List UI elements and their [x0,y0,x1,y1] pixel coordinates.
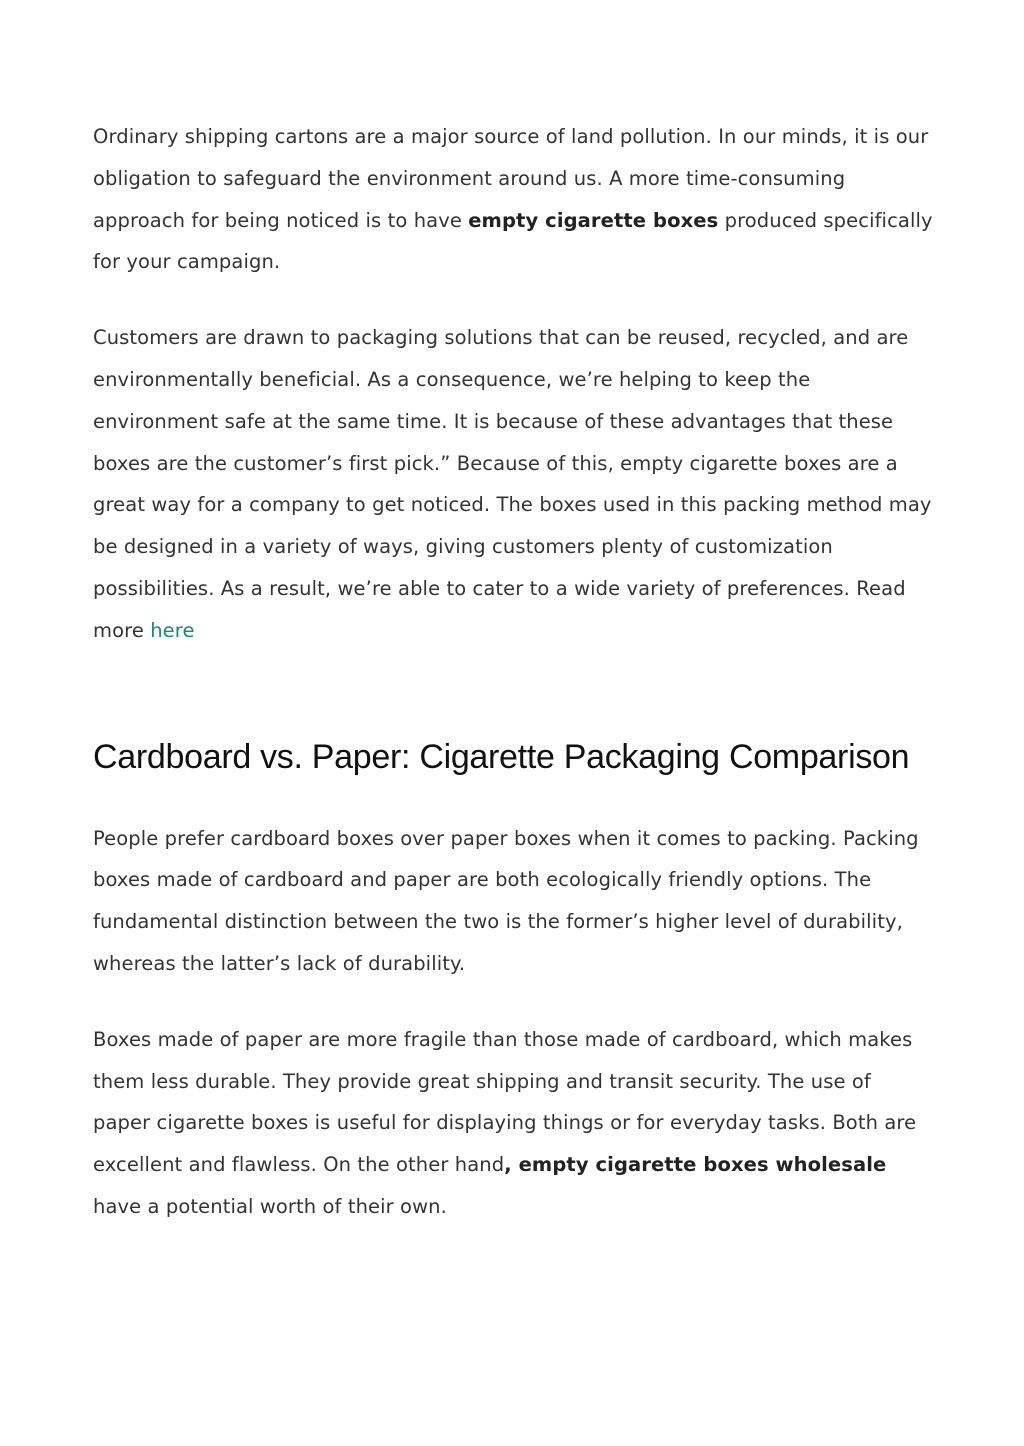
article-body [93,116,933,1228]
section-heading: Cardboard vs. Paper: Cigarette Packaging Comparison [93,737,910,776]
paragraph-text: produced specifically for your campaign. [93,208,933,274]
paragraph-pollution [93,116,933,283]
paragraph-paper-boxes [93,1019,933,1228]
paragraph-customers [93,317,933,651]
bold-keyword: , empty cigarette boxes wholesale [504,1153,887,1177]
paragraph-text: People prefer cardboard boxes over paper boxes when it comes to packing. Packing boxes made of cardboard and paper are both ecologically friendly options. The fundamental distinction between the two is the former’s higher level of durability, whereas the latter’s lack of durability. [93,826,919,975]
paragraph-text: have a potential worth of their own. [93,1194,447,1218]
read-more-link[interactable]: here [150,618,195,642]
paragraph-text: Customers are drawn to packaging solutions that can be reused, recycled, and are environmentally beneficial. As a consequence, we’re helping to keep the environment safe at the same time. It is because of these advantages that these boxes are the customer’s first pick.” Because of this, empty cigarette boxes are a great way for a company to get noticed. The boxes used in this packing method may be designed in a variety of ways, giving customers plenty of customization possibilities. As a result, we’re able to cater to a wide variety of preferences. Read more [93,326,932,642]
paragraph-comparison [93,818,933,985]
paragraph-text: Ordinary shipping cartons are a major source of land pollution. In our minds, it is our obligation to safeguard the environment around us. A more time-consuming approach for being noticed is to have [93,125,929,232]
bold-keyword: empty cigarette boxes [468,208,719,232]
paragraph-text: Boxes made of paper are more fragile than those made of cardboard, which makes them less durable. They provide great shipping and transit security. The use of paper cigarette boxes is useful for displaying things or for everyday tasks. Both are excellent and flawless. On the other hand [93,1027,917,1177]
